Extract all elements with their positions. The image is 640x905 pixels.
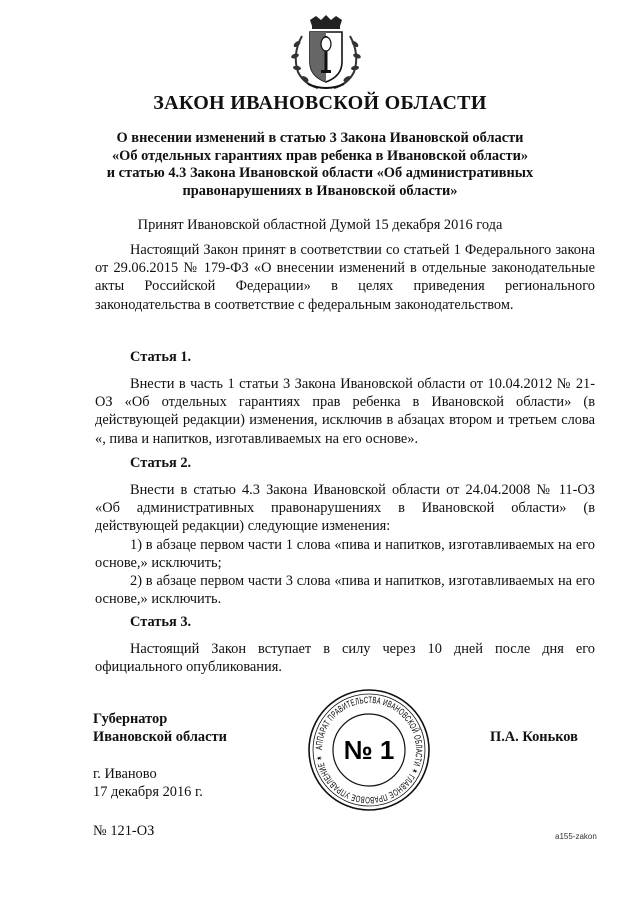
ivanovo-coat-of-arms-icon (288, 14, 364, 92)
subtitle-line: О внесении изменений в статью 3 Закона Ивановской области (116, 130, 524, 146)
preamble-paragraph: Настоящий Закон принят в соответствии со статьей 1 Федерального закона от 29.06.2015 № 179-ФЗ «О внесении изменений в отдельные законодательные акты Российской Федерации» в целях приведения регионального законодательства в соответствие с федеральным законодательством. (95, 242, 595, 313)
law-subtitle (90, 130, 550, 200)
subtitle-line: и статью 4.3 Закона Ивановской области «Об административных (106, 165, 534, 182)
article-2-heading: Статья 2. (130, 455, 192, 471)
article-2-item-2: 2) в абзаце первом части 3 слова «пива и напитков, изготавливаемых на его основе,» исключить. (95, 573, 595, 608)
law-number: № 121-ОЗ (93, 823, 155, 839)
document-code: а155-zakon (555, 832, 597, 841)
article-1-paragraph: Внести в часть 1 статьи 3 Закона Ивановской области от 10.04.2012 № 21-ОЗ «Об отдельных гарантиях прав ребенка в Ивановской области» (в действующей редакции) изменения, исключив в абзацах втором и третьем слова «, пива и напитков, изготавливаемых на его основе». (95, 376, 595, 447)
article-3-paragraph: Настоящий Закон вступает в силу через 10 дней после дня его официального опубликования. (95, 641, 595, 676)
signatory-name: П.А. Коньков (490, 729, 578, 745)
signatory-position (93, 710, 227, 746)
article-3-heading: Статья 3. (130, 614, 192, 630)
subtitle-line: «Об отдельных гарантиях прав ребенка в Ивановской области» (111, 147, 529, 164)
registration-stamp (307, 688, 431, 812)
signing-date: 17 декабря 2016 г. (93, 784, 203, 800)
stamp-ring-textpath: АППАРАТ ПРАВИТЕЛЬСТВА ИВАНОВСКОЙ ОБЛАСТИ ✶ ГЛАВНОЕ ПРАВОВОЕ УПРАВЛЕНИЕ ✶ (313, 694, 425, 806)
article-1-heading: Статья 1. (130, 349, 192, 365)
article-2-paragraph: Внести в статью 4.3 Закона Ивановской области от 24.04.2008 № 11-ОЗ «Об административных правонарушениях в Ивановской области» (в действующей редакции) следующие изменения: (95, 482, 595, 535)
law-title: ЗАКОН ИВАНОВСКОЙ ОБЛАСТИ (153, 92, 487, 114)
position-line: Ивановской области (93, 729, 227, 745)
subtitle-line: правонарушениях в Ивановской области» (182, 182, 458, 199)
place-date (93, 765, 203, 801)
stamp-number: № 1 (343, 735, 395, 765)
adoption-line: Принят Ивановской областной Думой 15 декабря 2016 года (137, 217, 503, 233)
position-line: Губернатор (93, 711, 168, 727)
city: г. Иваново (93, 766, 157, 782)
article-2-item-1: 1) в абзаце первом части 1 слова «пива и напитков, изготавливаемых на его основе,» исключить; (95, 537, 595, 572)
